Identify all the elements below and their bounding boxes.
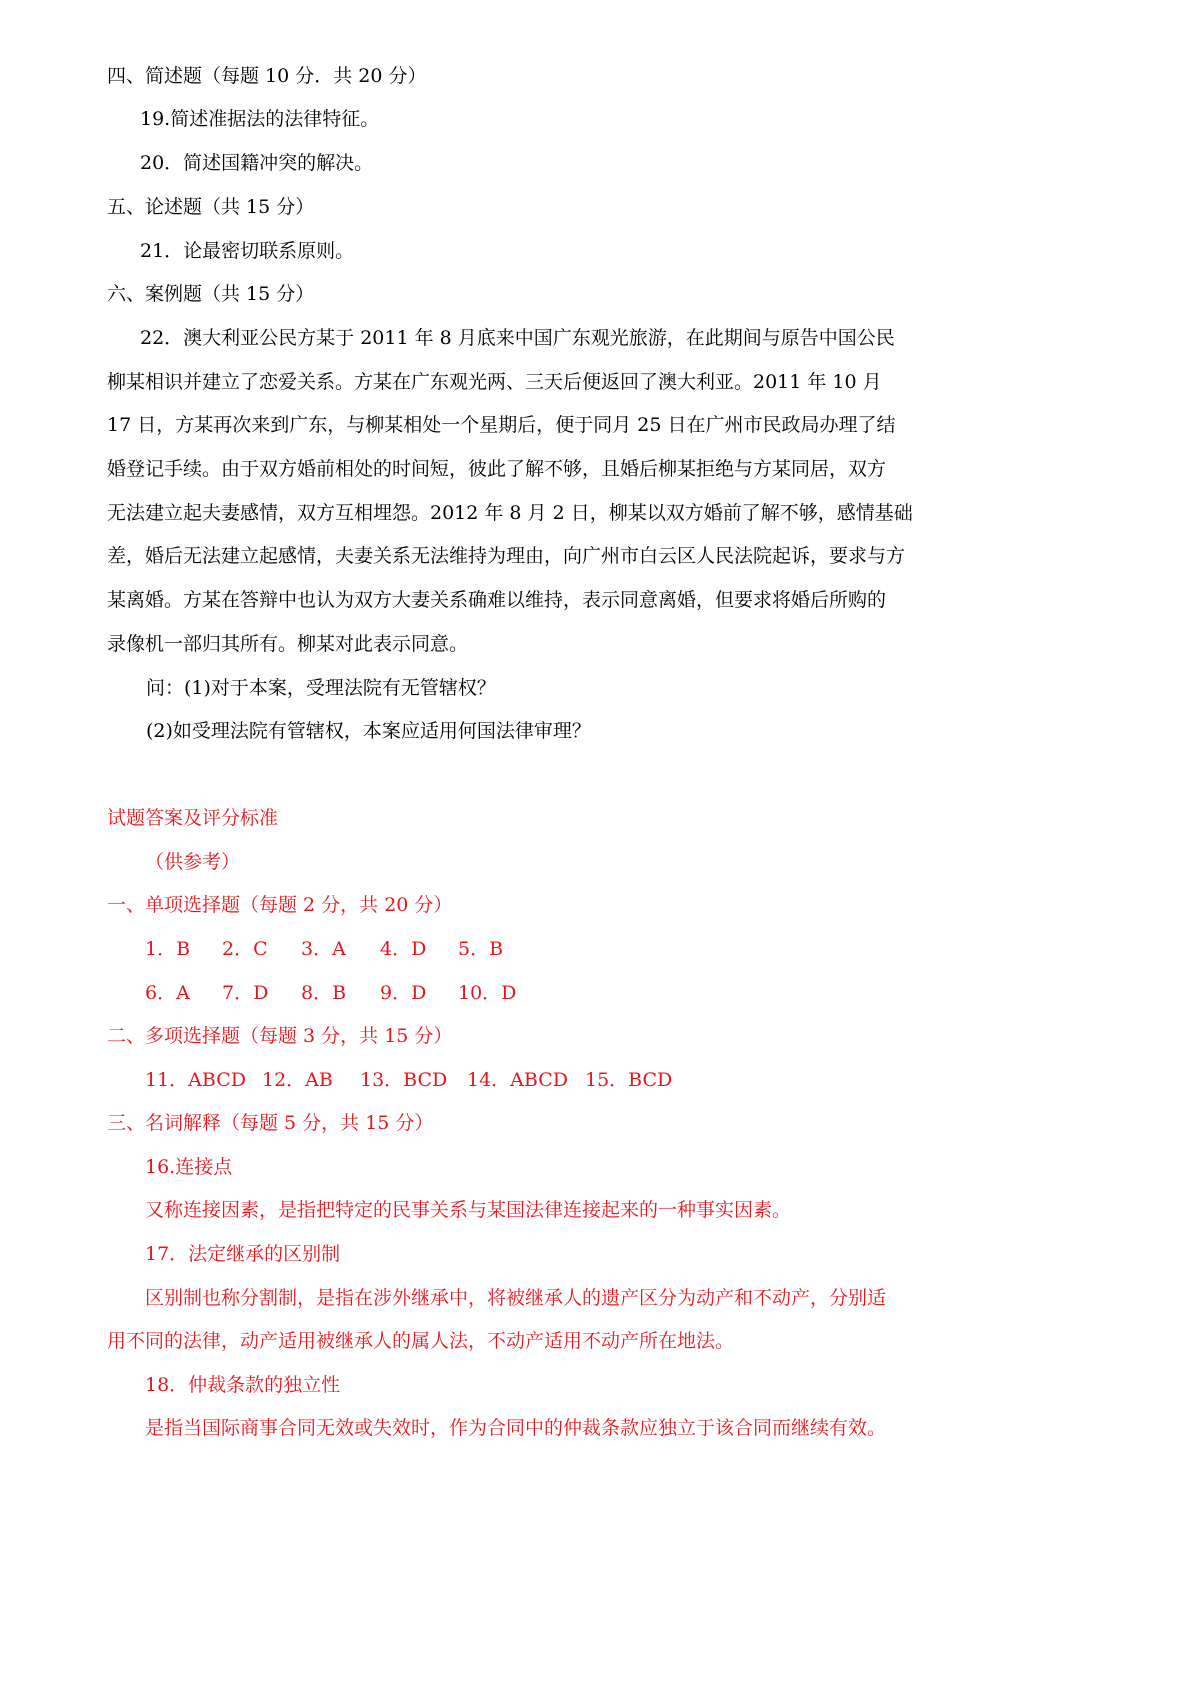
answer-item: 7．D	[222, 982, 269, 1004]
answer-item: 11．ABCD	[145, 1069, 246, 1091]
term-17-title: 17．法定继承的区别制	[145, 1243, 341, 1265]
answer-section-2-heading: 二、多项选择题（每题 3 分，共 15 分）	[107, 1025, 453, 1047]
question-22-line: 差，婚后无法建立起感情，夫妻关系无法维持为理由，向广州市白云区人民法院起诉，要求与方	[107, 545, 906, 567]
answer-item: 13．BCD	[360, 1069, 448, 1091]
question-22-line: 22．澳大利亚公民方某于 2011 年 8 月底来中国广东观光旅游，在此期间与原告中国公民	[140, 327, 895, 349]
term-16-body: 又称连接因素，是指把特定的民事关系与某国法律连接起来的一种事实因素。	[145, 1199, 792, 1221]
term-17-body-line: 用不同的法律，动产适用被继承人的属人法，不动产适用不动产所在地法。	[107, 1330, 735, 1352]
term-18-body: 是指当国际商事合同无效或失效时，作为合同中的仲裁条款应独立于该合同而继续有效。	[145, 1417, 887, 1439]
question-22-line: 柳某相识并建立了恋爱关系。方某在广东观光两、三天后便返回了澳大利亚。2011 年 10 月	[107, 371, 882, 393]
term-17-body-line: 区别制也称分割制，是指在涉外继承中，将被继承人的遗产区分为动产和不动产，分别适	[145, 1287, 887, 1309]
question-22-line: 17 日，方某再次来到广东，与柳某相处一个星期后，便于同月 25 日在广州市民政局办理了结	[107, 414, 896, 436]
question-19: 19.简述准据法的法律特征。	[140, 108, 380, 130]
answer-item: 15．BCD	[585, 1069, 673, 1091]
question-20: 20．简述国籍冲突的解决。	[140, 152, 374, 174]
answer-item: 14．ABCD	[467, 1069, 568, 1091]
section-4-heading: 四、简述题（每题 10 分．共 20 分）	[107, 65, 427, 87]
section-6-heading: 六、案例题（共 15 分）	[107, 283, 315, 305]
answer-item: 1．B	[145, 938, 191, 960]
answer-row-single-choice-2	[0, 981, 1191, 1005]
answers-title: 试题答案及评分标准	[107, 807, 279, 829]
answer-item: 8．B	[301, 982, 347, 1004]
answer-item: 10．D	[458, 982, 517, 1004]
answer-item: 6．A	[145, 982, 190, 1004]
question-22-ask-2: (2)如受理法院有管辖权，本案应适用何国法律审理？	[146, 720, 591, 742]
answer-row-single-choice-1	[0, 937, 1191, 961]
section-5-heading: 五、论述题（共 15 分）	[107, 196, 315, 218]
answer-item: 9．D	[380, 982, 427, 1004]
answer-item: 3．A	[301, 938, 346, 960]
answer-row-multiple-choice	[0, 1068, 1191, 1092]
answers-subtitle: （供参考）	[145, 851, 241, 873]
question-22-line: 婚登记手续。由于双方婚前相处的时间短，彼此了解不够，且婚后柳某拒绝与方某同居，双方	[107, 458, 887, 480]
question-22-line: 某离婚。方某在答辩中也认为双方大妻关系确难以维持，表示同意离婚，但要求将婚后所购的	[107, 589, 887, 611]
answer-section-3-heading: 三、名词解释（每题 5 分，共 15 分）	[107, 1112, 434, 1134]
term-16-title: 16.连接点	[145, 1156, 233, 1178]
question-22-ask-1: 问：(1)对于本案，受理法院有无管辖权？	[146, 677, 496, 699]
term-18-title: 18．仲裁条款的独立性	[145, 1374, 341, 1396]
answer-item: 5．B	[458, 938, 504, 960]
answer-item: 12．AB	[262, 1069, 333, 1091]
question-22-line: 无法建立起夫妻感情，双方互相埋怨。2012 年 8 月 2 日，柳某以双方婚前了解不够，感情基础	[107, 502, 913, 524]
answer-item: 2．C	[222, 938, 268, 960]
answer-section-1-heading: 一、单项选择题（每题 2 分，共 20 分）	[107, 894, 453, 916]
answer-item: 4．D	[380, 938, 427, 960]
question-21: 21．论最密切联系原则。	[140, 240, 355, 262]
question-22-line: 录像机一部归其所有。柳某对此表示同意。	[107, 633, 469, 655]
